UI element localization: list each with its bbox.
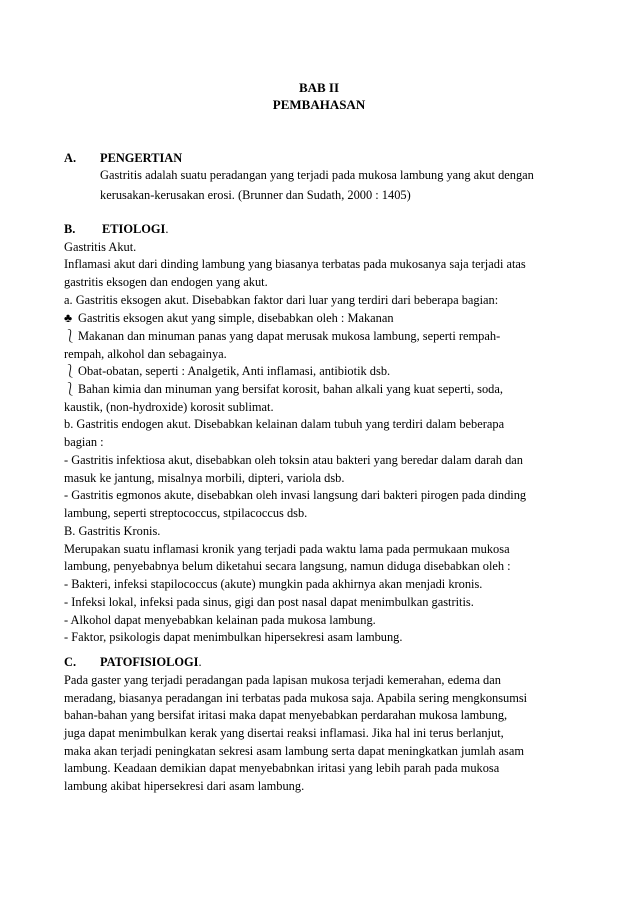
section-b-para-line-11: - Infeksi lokal, infeksi pada sinus, gigi dan post nasal dapat menimbulkan gastritis.: [64, 595, 474, 609]
section-b-para-line-6: lambung, seperti streptococcus, stpilacoccus dsb.: [64, 506, 308, 520]
section-b-para-line-2: bagian :: [64, 435, 104, 449]
section-b-para-line-5: - Gastritis egmonos akute, disebabkan oleh invasi langsung dari bakteri pirogen pada dinding: [64, 488, 527, 502]
section-c-letter: C.: [64, 655, 77, 669]
section-c-line-3: bahan-bahan yang bersifat iritasi maka dapat menyebabkan perdarahan mukosa lambung,: [64, 708, 508, 722]
bracket-bullet-item-3: [64, 381, 503, 398]
section-c-line-4: juga dapat menimbulkan kerak yang disertai reaksi inflamasi. Jika hal ini terus berlanjut,: [64, 726, 504, 740]
section-c-line-2: meradang, biasanya peradangan ini terbatas pada mukosa saja. Apabila sering mengkonsumsi: [64, 691, 528, 705]
section-b-line-2: Inflamasi akut dari dinding lambung yang biasanya terbatas pada mukosanya saja terjadi atas: [64, 257, 526, 271]
section-c-line-1: Pada gaster yang terjadi peradangan pada lapisan mukosa terjadi kemerahan, edema dan: [64, 673, 501, 687]
club-bullet-icon: ♣: [64, 311, 73, 325]
section-b-para-line-7: B. Gastritis Kronis.: [64, 524, 161, 538]
section-b-letter: B.: [64, 222, 76, 236]
section-b-heading: [64, 221, 168, 238]
club-bullet-item: [64, 310, 394, 327]
section-b-para-line-12: - Alkohol dapat menyebabkan kelainan pada mukosa lambung.: [64, 613, 376, 627]
bracket-bullet-text-2: Obat-obatan, seperti : Analgetik, Anti inflamasi, antibiotik dsb.: [78, 364, 391, 378]
bracket-bullet-cont-3: kaustik, (non-hydroxide) korosit sublimat.: [64, 400, 274, 414]
bracket-bullet-icon: ⎱: [64, 364, 77, 378]
section-b-title-suffix: .: [165, 222, 169, 236]
section-a-heading: [64, 150, 182, 167]
section-b-title: ETIOLOGI: [102, 222, 166, 236]
section-b-para-line-4: masuk ke jantung, misalnya morbili, dipteri, variola dsb.: [64, 471, 345, 485]
section-b-para-line-1: b. Gastritis endogen akut. Disebabkan kelainan dalam tubuh yang terdiri dalam beberapa: [64, 417, 505, 431]
section-a-line-1: Gastritis adalah suatu peradangan yang terjadi pada mukosa lambung yang akut dengan: [100, 168, 534, 182]
chapter-label: BAB II: [298, 80, 340, 95]
bracket-bullet-item-1: [64, 328, 500, 345]
section-b-line-1: Gastritis Akut.: [64, 240, 137, 254]
section-a-letter: A.: [64, 151, 77, 165]
chapter-title: PEMBAHASAN: [272, 97, 366, 112]
section-c-line-7: lambung akibat hipersekresi dari asam lambung.: [64, 779, 305, 793]
section-b-para-line-13: - Faktor, psikologis dapat menimbulkan hipersekresi asam lambung.: [64, 630, 403, 644]
bracket-bullet-text-1: Makanan dan minuman panas yang dapat merusak mukosa lambung, seperti rempah-: [78, 329, 501, 343]
bracket-bullet-icon: ⎱: [64, 329, 77, 343]
bracket-bullet-item-2: [64, 363, 390, 380]
bracket-bullet-text-3: Bahan kimia dan minuman yang bersifat korosit, bahan alkali yang kuat seperti, soda,: [78, 382, 503, 396]
section-b-para-line-10: - Bakteri, infeksi stapilococcus (akute) mungkin pada akhirnya akan menjadi kronis.: [64, 577, 483, 591]
section-b-para-line-8: Merupakan suatu inflamasi kronik yang terjadi pada waktu lama pada permukaan mukosa: [64, 542, 510, 556]
club-bullet-text: Gastritis eksogen akut yang simple, disebabkan oleh : Makanan: [78, 311, 394, 325]
section-c-heading: [64, 654, 202, 671]
section-b-line-3: gastritis eksogen dan endogen yang akut.: [64, 275, 268, 289]
section-a-title: PENGERTIAN: [100, 151, 183, 165]
bracket-bullet-icon: ⎱: [64, 382, 77, 396]
bracket-bullet-cont-1: rempah, alkohol dan sebagainya.: [64, 347, 227, 361]
section-b-para-line-3: - Gastritis infektiosa akut, disebabkan oleh toksin atau bakteri yang beredar dalam darah dan: [64, 453, 523, 467]
section-b-para-line-9: lambung, penyebabnya belum diketahui secara langsung, namun diduga disebabkan oleh :: [64, 559, 511, 573]
section-b-line-4: a. Gastritis eksogen akut. Disebabkan faktor dari luar yang terdiri dari beberapa bagian:: [64, 293, 499, 307]
section-c-line-5: maka akan terjadi peningkatan sekresi asam lambung serta dapat meningkatkan jumlah asam: [64, 744, 525, 758]
section-c-title: PATOFISIOLOGI: [100, 655, 199, 669]
section-c-line-6: lambung. Keadaan demikian dapat menyebabnkan iritasi yang lebih parah pada mukosa: [64, 761, 500, 775]
section-c-title-suffix: .: [198, 655, 202, 669]
section-a-line-2: kerusakan-kerusakan erosi. (Brunner dan Sudath, 2000 : 1405): [100, 188, 411, 202]
